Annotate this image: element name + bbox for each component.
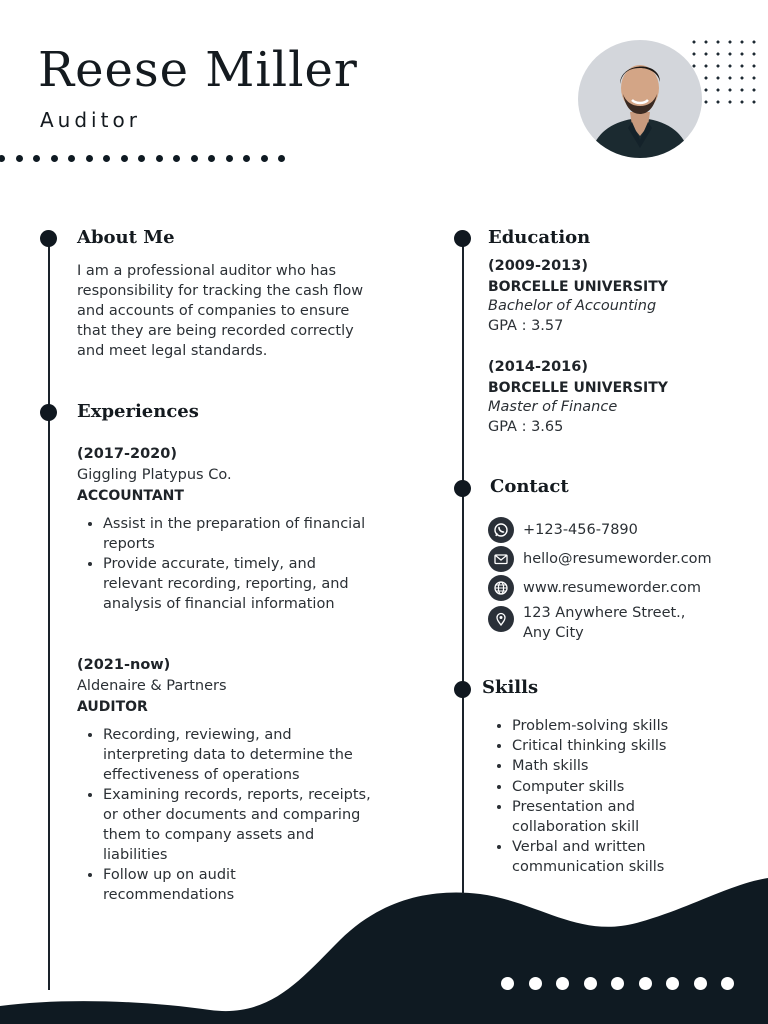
skill-item: • Critical thinking skills — [512, 736, 668, 756]
footer-dot-decoration — [501, 977, 734, 990]
education-degree: Master of Finance — [488, 399, 618, 415]
education-school: BORCELLE UNIVERSITY — [488, 279, 668, 295]
job-task: • Examining records, reports, receipts, or other documents and comparing them to company assets and liabilities — [103, 785, 407, 865]
job-company: Giggling Platypus Co. — [77, 467, 232, 483]
decorative-dot — [86, 155, 93, 162]
contact-address — [488, 603, 685, 643]
decorative-dot — [138, 155, 145, 162]
header-dot-divider — [0, 155, 285, 162]
skill-item: • Verbal and written communication skills — [512, 837, 668, 877]
skill-item: • Computer skills — [512, 777, 668, 797]
education-school: BORCELLE UNIVERSITY — [488, 380, 668, 396]
job-period: (2017-2020) — [77, 446, 177, 462]
education-gpa: GPA : 3.57 — [488, 318, 564, 334]
job-task: • Provide accurate, timely, and relevant recording, reporting, and analysis of financial information — [103, 554, 407, 614]
education-title: Education — [488, 227, 591, 248]
decorative-dot — [556, 977, 569, 990]
contact-section-marker — [454, 480, 471, 497]
contact-phone[interactable] — [488, 517, 638, 543]
education-period: (2014-2016) — [488, 359, 588, 375]
decorative-dot — [501, 977, 514, 990]
mail-icon — [488, 546, 514, 572]
candidate-role: Auditor — [40, 108, 141, 132]
decorative-dot — [208, 155, 215, 162]
decorative-dot — [721, 977, 734, 990]
decorative-dot — [103, 155, 110, 162]
education-entry — [488, 258, 668, 334]
location-pin-icon — [488, 606, 514, 632]
about-text: I am a professional auditor who has responsibility for tracking the cash flow and accounts of companies to ensure that they are being recorded correctly and meet legal standards. — [77, 263, 364, 359]
decorative-dot — [261, 155, 268, 162]
decorative-dot — [226, 155, 233, 162]
decorative-dot — [584, 977, 597, 990]
decorative-dot — [0, 155, 5, 162]
job-entry — [77, 446, 407, 614]
skills-section-marker — [454, 681, 471, 698]
whatsapp-icon — [488, 517, 514, 543]
skill-item: • Problem-solving skills — [512, 716, 668, 736]
job-task-list — [77, 725, 407, 905]
right-timeline-line — [462, 238, 464, 894]
job-task-list — [77, 514, 407, 614]
job-period: (2021-now) — [77, 657, 171, 673]
left-timeline-line — [48, 238, 50, 990]
decorative-dot — [611, 977, 624, 990]
job-position: ACCOUNTANT — [77, 488, 184, 504]
contact-email[interactable] — [488, 546, 712, 572]
decorative-dot — [51, 155, 58, 162]
skills-list — [488, 716, 668, 878]
decorative-dot — [68, 155, 75, 162]
decorative-dot — [694, 977, 707, 990]
decorative-dot — [173, 155, 180, 162]
skills-title: Skills — [482, 677, 539, 698]
candidate-name: Reese Miller — [38, 42, 358, 98]
contact-address-text: 123 Anywhere Street., Any City — [523, 605, 686, 641]
decorative-dot — [666, 977, 679, 990]
job-company: Aldenaire & Partners — [77, 678, 227, 694]
skill-item: • Math skills — [512, 756, 668, 776]
decorative-dot — [121, 155, 128, 162]
contact-phone-text: +123-456-7890 — [523, 522, 638, 538]
decorative-dot — [278, 155, 285, 162]
globe-icon — [488, 575, 514, 601]
contact-website[interactable] — [488, 575, 701, 601]
contact-website-text: www.resumeworder.com — [523, 580, 701, 596]
education-section-marker — [454, 230, 471, 247]
profile-photo — [578, 40, 702, 158]
experiences-title: Experiences — [77, 401, 199, 422]
education-gpa: GPA : 3.65 — [488, 419, 564, 435]
education-period: (2009-2013) — [488, 258, 588, 274]
decorative-dot — [16, 155, 23, 162]
decorative-dot — [191, 155, 198, 162]
decorative-dot — [529, 977, 542, 990]
decorative-dot — [639, 977, 652, 990]
about-title: About Me — [77, 227, 175, 248]
experiences-section-marker — [40, 404, 57, 421]
job-task: • Assist in the preparation of financial reports — [103, 514, 407, 554]
skill-item: • Presentation and collaboration skill — [512, 797, 668, 837]
about-section-marker — [40, 230, 57, 247]
contact-email-text: hello@resumeworder.com — [523, 551, 712, 567]
job-position: AUDITOR — [77, 699, 148, 715]
job-entry — [77, 657, 407, 905]
decorative-dot — [156, 155, 163, 162]
education-degree: Bachelor of Accounting — [488, 298, 657, 314]
job-task: • Follow up on audit recommendations — [103, 865, 407, 905]
decorative-dot — [33, 155, 40, 162]
job-task: • Recording, reviewing, and interpreting data to determine the effectiveness of operations — [103, 725, 407, 785]
contact-title: Contact — [490, 476, 569, 497]
education-entry — [488, 359, 668, 435]
decorative-dot — [243, 155, 250, 162]
